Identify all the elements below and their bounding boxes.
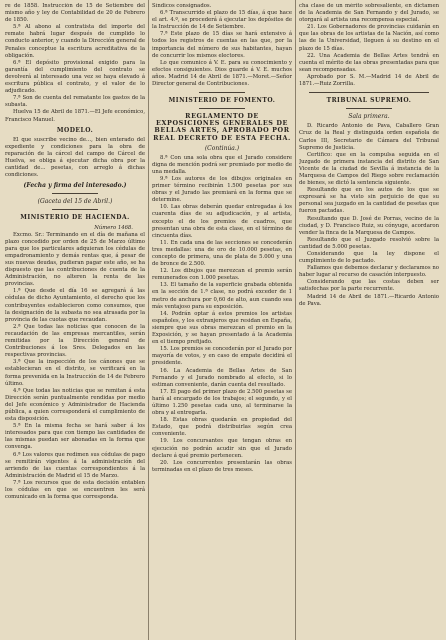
column-middle xyxy=(152,3,292,637)
paragraph: 11. En cada una de las secciones se concederán tres medallas: una de oro de 10.000 pesetas, en concepto de primera, una de plata de 5.000 y una de bronce de 2.500. xyxy=(152,239,292,268)
paragraph: Considerando que las costas deben ser satisfechas por la parte recurrente. xyxy=(299,279,439,293)
sala-heading: Sala primera. xyxy=(348,113,390,121)
paragraph: 5.ª Al abono al contratista del importe del remate habrá lugar después de cumplido lo conducto anterior, y cuando la Dirección general de Penales conceptue la escritura acreditativa de la obligación. xyxy=(5,24,145,59)
paragraph: 20. Los concurrentes presentarán las obras terminadas en el plazo de tres meses. xyxy=(152,459,292,473)
paragraph: 5.ª En la misma fecha se hará saber á los interesados para que con tiempo las cantidades de las mismas puedan ser abonadas en la forma que convenga. xyxy=(5,423,145,451)
paragraph: 4.ª Que todas las noticias que se remitan á esta Dirección serán puntualmente rendidas por medio del Jefe económico y Administrador de Hacienda pública, a quien corresponderá el cumplimiento de esta disposición. xyxy=(5,387,145,423)
column-rule xyxy=(295,0,296,640)
paragraph: 2.ª Que todas las noticias que conocen de la recaudación de las empresas mercantiles, serán remitidas por la Dirección general de Contribuciones á los Sres. Delegados en las respectivas provincias. xyxy=(5,323,145,359)
ministerio-hacienda-heading: MINISTERIO DE HACIENDA. xyxy=(20,214,130,222)
paragraph: 7.ª Este plazo de 15 días se hará extensivo á todos los registros de cuentas en las que, por la importancia del número de sus habitantes, hayan de concurrir los mismos electores. xyxy=(152,31,292,59)
separator xyxy=(52,209,98,210)
separator xyxy=(52,193,98,194)
paragraph: re de 1858. Instrucción de 15 de Setiembre del mismo año y ley de Contabilidad de 20 de Febrero de 1850. xyxy=(5,3,145,24)
paragraph: 18. Estas obras quedarán en propiedad del Estado, que podrá distribuirlas según crea conveniente. xyxy=(152,417,292,438)
paragraph: cha clase de un mérito sobresaliente, en dictamen de la Academia de San Fernando y del Jurado, se otorgará al artista una recompensa especial. xyxy=(299,3,439,24)
paragraph: 9.ª Los autores de los dibujos originales en primer término recibirán 1.500 pesetas por sus obras y el Jurado las premiará en la forma que se determine. xyxy=(152,175,292,204)
paragraph: 6.ª Los valores que redimen sus cédulas de pago se remitirán vigentes á la administración del arriendo de las cuentas correspondientes á la Administración de Madrid el 15 de Marzo. xyxy=(5,451,145,479)
date-signature: Huelva 15 de Abril de 1871.—El Jefe económico, Francisco Manuel. xyxy=(5,109,145,123)
paragraph: 8.ª Con una sola obra que el Jurado considere digna de mención podrá ser premiado por medio de una medalla. xyxy=(152,154,292,175)
paragraph: Excmo. Sr.: Terminando en el día de mañana el plazo concedido por orden de 25 de Marzo último para que los particulares adquieran los cédulas de empadronamiento y demás rentas que, á pesar de sus nuevas deudas, pudieran pagar este año, se ha dispuesto que las contribuciones de cuenta de la Administración, no alteren la renta de las provincias. xyxy=(5,231,145,288)
paragraph: 10. Las obras deberán quedar entregadas á los cuarenta días de su adjudicación, y al artista, excepto el de los premios de cuadros, que presentan una obra de esta clase, en el término de cincuenta días. xyxy=(152,204,292,239)
approval-signature: Aprobado por S. M.—Madrid 14 de Abril de 1871.—Ruiz Zorrilla. xyxy=(299,73,439,88)
paragraph: 22. Una Academia de Bellas Artes tendrá en cuenta el mérito de las obras presentadas para que sean recompensadas. xyxy=(299,52,439,73)
paragraph: 19. Los concursantes que tengan obras en ejecución no podrán acudir sin que el Jurado declare á qué premio pertenecen. xyxy=(152,438,292,459)
reglamento-heading: REGLAMENTO DE EXPOSICIONES GENERALES DE BELLAS ARTES, APROBADO POR REAL DECRETO DE ESTA FECHA. xyxy=(153,112,291,142)
continua-note: (Continúa.) xyxy=(204,144,240,152)
fecha-firma-note: (Fecha y firma del interesado.) xyxy=(23,182,127,190)
paragraph: 6.ª El depósito provisional exigido para la garantía del cumplimiento del contrato se devolverá al interesado una vez se haya elevado á escritura pública el contrato, y el valor de lo adjudicado. xyxy=(5,59,145,95)
ministerio-fomento-heading: MINISTERIO DE FOMENTO. xyxy=(168,97,276,105)
paragraph: 21. Los Gobernadores de provincias cuidarán en que las obras de los artistas de la Nación, así como las de la Universidad, lleguen á su destino en el plazo de 15 días. xyxy=(299,24,439,52)
paragraph: 1.ª Que desde el día 16 se agregará á las cédulas de dicho Ayuntamiento, el derecho que los contribuyentes establecieron como consumos, que la designación de la subasta no sea atrasada por la provincia de las cuotas que recaudan. xyxy=(5,288,145,323)
paragraph: El que suscribe vecino de..., bien enterado del expediente y condiciones para la obra de reparación de la cárcel del campo de Cárcel de Huelva, se obliga á ejecutar dicha obra por la cantidad de... pesetas, con arreglo á dichas condiciones. xyxy=(5,136,145,179)
paragraph: 15. Los premios se concederán por el Jurado por mayoría de votos, y en caso de empate decidirá el presidente. xyxy=(152,346,292,367)
paragraph: 7.ª Son de cuenta del rematante los gastos de la subasta. xyxy=(5,95,145,109)
separator xyxy=(199,108,245,109)
tribunal-supremo-heading: TRIBUNAL SUPREMO. xyxy=(326,97,412,105)
separator xyxy=(346,108,392,109)
modelo-heading: MODELO. xyxy=(56,126,94,134)
paragraph: Certifico: que en la compulsa seguida en el Juzgado de primera instancia del distrito de San Vicente de la ciudad de Sevilla á instancia de la Marquesa de Campos del Riego sobre reclamación de bienes, se dictó la sentencia siguiente. xyxy=(299,151,439,187)
gaceta-reference: (Gaceta del 15 de Abril.) xyxy=(37,198,113,206)
paragraph: 12. Los dibujos que merezcan el premio serán remunerados con 1.000 pesetas. xyxy=(152,268,292,282)
paragraph: 7.ª Los recursos que de esta decisión entablen los cédulas en que se encuentren les será comunicado en la forma que corresponda. xyxy=(5,479,145,501)
paragraph: Resultando que el Juzgado resolvió sobre la cantidad de 5.000 pesetas. xyxy=(299,236,439,250)
numero-label: Número 1468. xyxy=(94,224,133,231)
separator xyxy=(309,92,429,93)
paragraph: Lo que comunico á V. E. para su conocimiento y efectos consiguientes. Dios guarde á V. E. muchos años. Madrid 14 de Abril de 1871.—Moret.—Señor Director general de Contribuciones. xyxy=(152,59,292,88)
paragraph: 13. El tamaño de la superficie grabada obtenida en la sección de 1.ª clase, no podrá exceder de 1 metro de anchura por 0,60 de alto, aun cuando sea más ventajoso para su exposición. xyxy=(152,282,292,310)
paragraph: Considerando que la ley dispone el cumplimiento de lo pactado. xyxy=(299,251,439,265)
paragraph: D. Ricardo Antonio de Pava, Caballero Gran Cruz de la Real y distinguida orden española de Carlos III, Secretario de Cámara del Tribunal Supremo de Justicia. xyxy=(299,123,439,151)
paragraph: Resultando que en los autos de los que se expresará se ha visto sin perjuicio de que su personal sea juzgado en la cantidad de pesetas que fueron pactadas. xyxy=(299,187,439,215)
column-left xyxy=(5,3,145,637)
paragraph: 17. El pago del primer plazo de 2.500 pesetas se hará al encargado de los trabajos; el segundo, y el último 1.250 pesetas cada uno, al terminarse la obra y al entregarla. xyxy=(152,388,292,417)
paragraph: 3.ª Que la inspección de los cánones que se establecieran en el distrito, se verificará en la forma prevenida en la Instrucción de 14 de Febrero último. xyxy=(5,359,145,387)
paragraph: Síndicos consignados. xyxy=(152,3,212,9)
paragraph: Resultando que D. José de Porras, vecino de la ciudad, y D. Francisco Ruiz, su cónyuge, acordaron vender la finca de la Marquesa de Campos. xyxy=(299,215,439,236)
paragraph: 6.ª Transcurrido el plazo de 15 días, á que hace el art. 4.º, se procederá á ejecutar los depósitos de la Instrucción de 14 de Setiembre. xyxy=(152,10,292,31)
paragraph: Fallamos que debemos declarar y declaramos no haber lugar al recurso de casación interpuesto. xyxy=(299,265,439,279)
column-rule xyxy=(148,0,149,640)
separator xyxy=(199,92,245,93)
column-right xyxy=(299,3,439,637)
paragraph: 14. Podrán optar á estos premios los artistas españoles, y los extranjeros que residan en España, siempre que sus obras merezcan el premio en la Exposición, y se hayan presentado á la Academia en el tiempo prefijado. xyxy=(152,310,292,346)
paragraph: 16. La Academia de Bellas Artes de San Fernando y el Jurado nombrado al efecto, si lo estiman conveniente, darán cuenta del resultado. xyxy=(152,367,292,388)
closing-signature: Madrid 14 de Abril de 1871.—Ricardo Antonio de Pava. xyxy=(299,293,439,307)
